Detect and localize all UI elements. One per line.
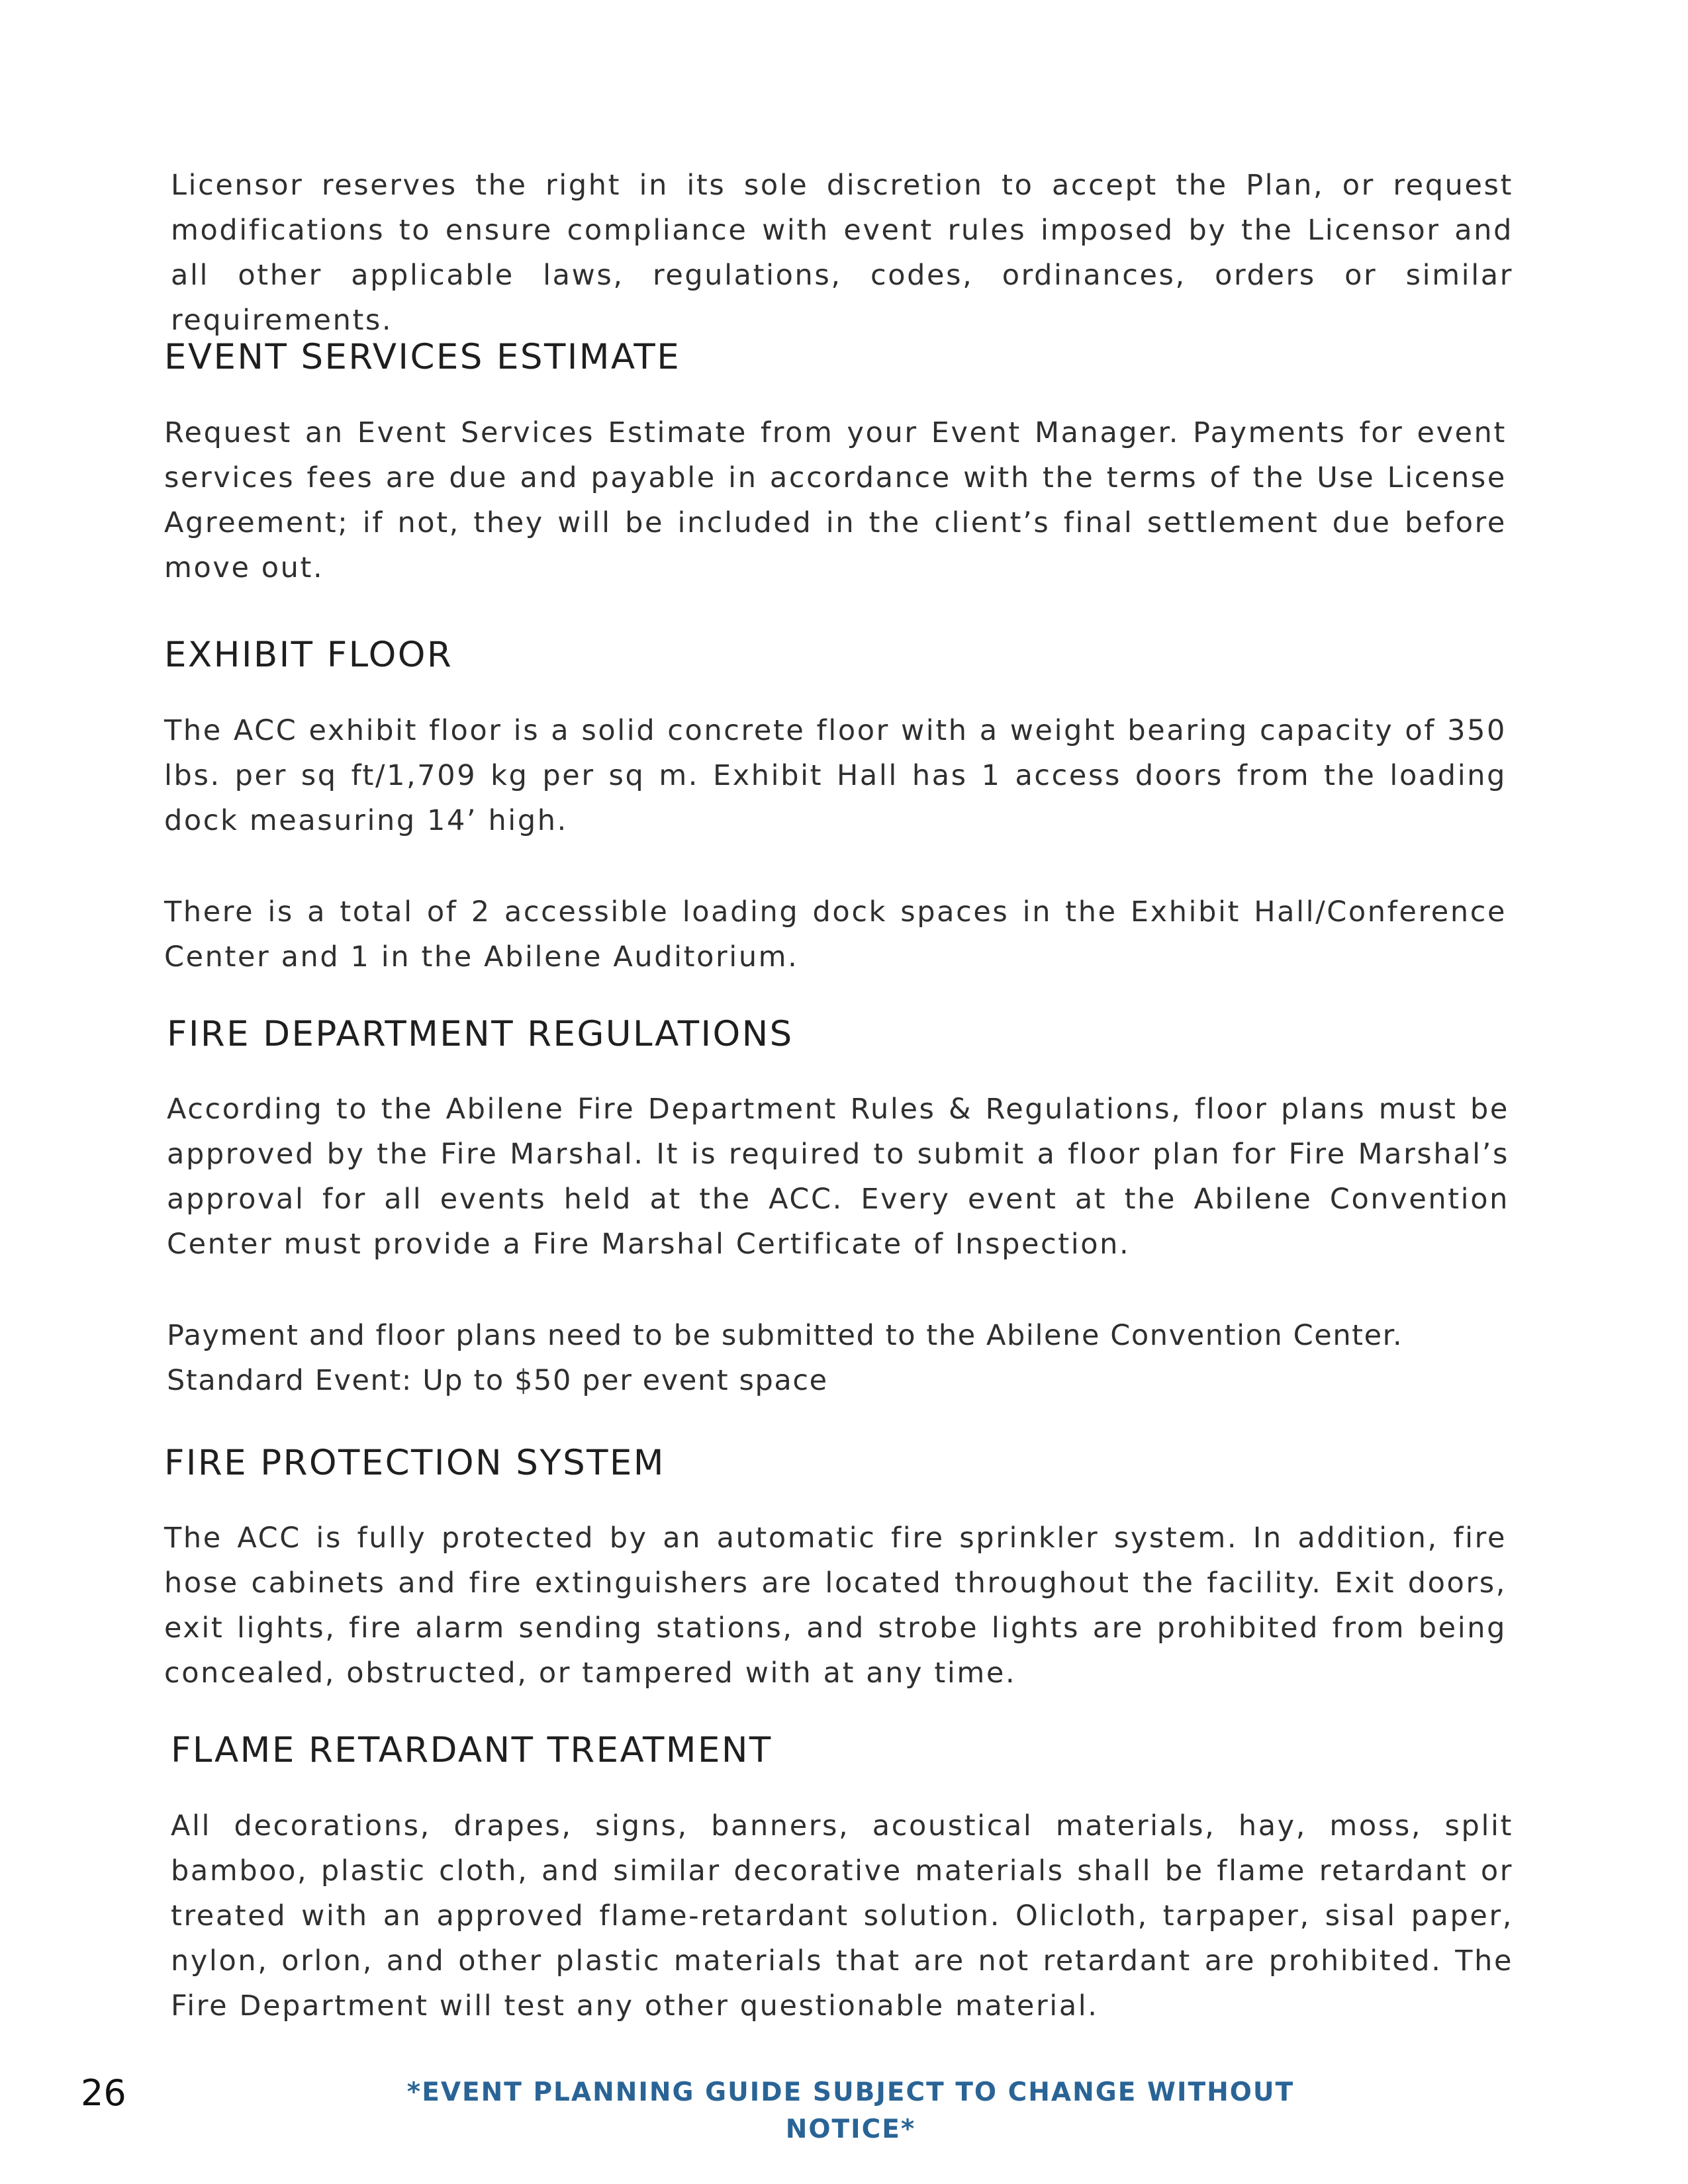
fire-department-regulations-standard-event: Standard Event: Up to $50 per event space (167, 1364, 828, 1397)
exhibit-floor-paragraph-2: There is a total of 2 accessible loading dock spaces in the Exhibit Hall/Conference Center and 1 in the Abilene Auditorium. (164, 895, 1507, 974)
flame-retardant-treatment-paragraph: All decorations, drapes, signs, banners, acoustical materials, hay, moss, split bamboo, plastic cloth, and similar decorative materials shall be flame retardant or treated with an approved flame-retardant solution. Olicloth, tarpaper, sisal paper, nylon, orlon, and other plastic materials that are not retardant are prohibited. The Fire Department will test any other questionable material. (171, 1809, 1513, 2023)
event-services-estimate-paragraph: Request an Event Services Estimate from your Event Manager. Payments for event services fees are due and payable in accordance with the terms of the Use License Agreement; if not, they will be included in the client’s final settlement due before move out. (164, 416, 1507, 584)
section-heading-event-services-estimate: EVENT SERVICES ESTIMATE (164, 337, 681, 377)
footer-notice: *EVENT PLANNING GUIDE SUBJECT TO CHANGE WITHOUT NOTICE* (406, 2077, 1295, 2144)
fire-department-regulations-paragraph-1: According to the Abilene Fire Department Rules & Regulations, floor plans must be approved by the Fire Marshal. It is required to submit a floor plan for Fire Marshal’s approval for all events held at the ACC. Every event at the Abilene Convention Center must provide a Fire Marshal Certificate of Inspection. (167, 1093, 1509, 1261)
page-number: 26 (81, 2072, 126, 2114)
section-heading-fire-protection-system: FIRE PROTECTION SYSTEM (164, 1443, 665, 1483)
exhibit-floor-paragraph-1: The ACC exhibit floor is a solid concrete floor with a weight bearing capacity of 350 lbs. per sq ft/1,709 kg per sq m. Exhibit Hall has 1 access doors from the loading dock measuring 14’ high. (164, 714, 1507, 837)
fire-department-regulations-paragraph-2: Payment and floor plans need to be submitted to the Abilene Convention Center. (167, 1319, 1403, 1352)
fire-protection-system-paragraph: The ACC is fully protected by an automatic fire sprinkler system. In addition, fire hose cabinets and fire extinguishers are located throughout the facility. Exit doors, exit lights, fire alarm sending stations, and strobe lights are prohibited from being concealed, obstructed, or tampered with at any time. (164, 1522, 1507, 1690)
section-heading-flame-retardant-treatment: FLAME RETARDANT TREATMENT (171, 1730, 773, 1770)
section-heading-exhibit-floor: EXHIBIT FLOOR (164, 635, 453, 675)
section-heading-fire-department-regulations: FIRE DEPARTMENT REGULATIONS (167, 1014, 794, 1054)
intro-paragraph: Licensor reserves the right in its sole discretion to accept the Plan, or request modifications to ensure compliance with event rules imposed by the Licensor and all other applicable laws, regulations, codes, ordinances, orders or similar requirements. (171, 169, 1513, 337)
